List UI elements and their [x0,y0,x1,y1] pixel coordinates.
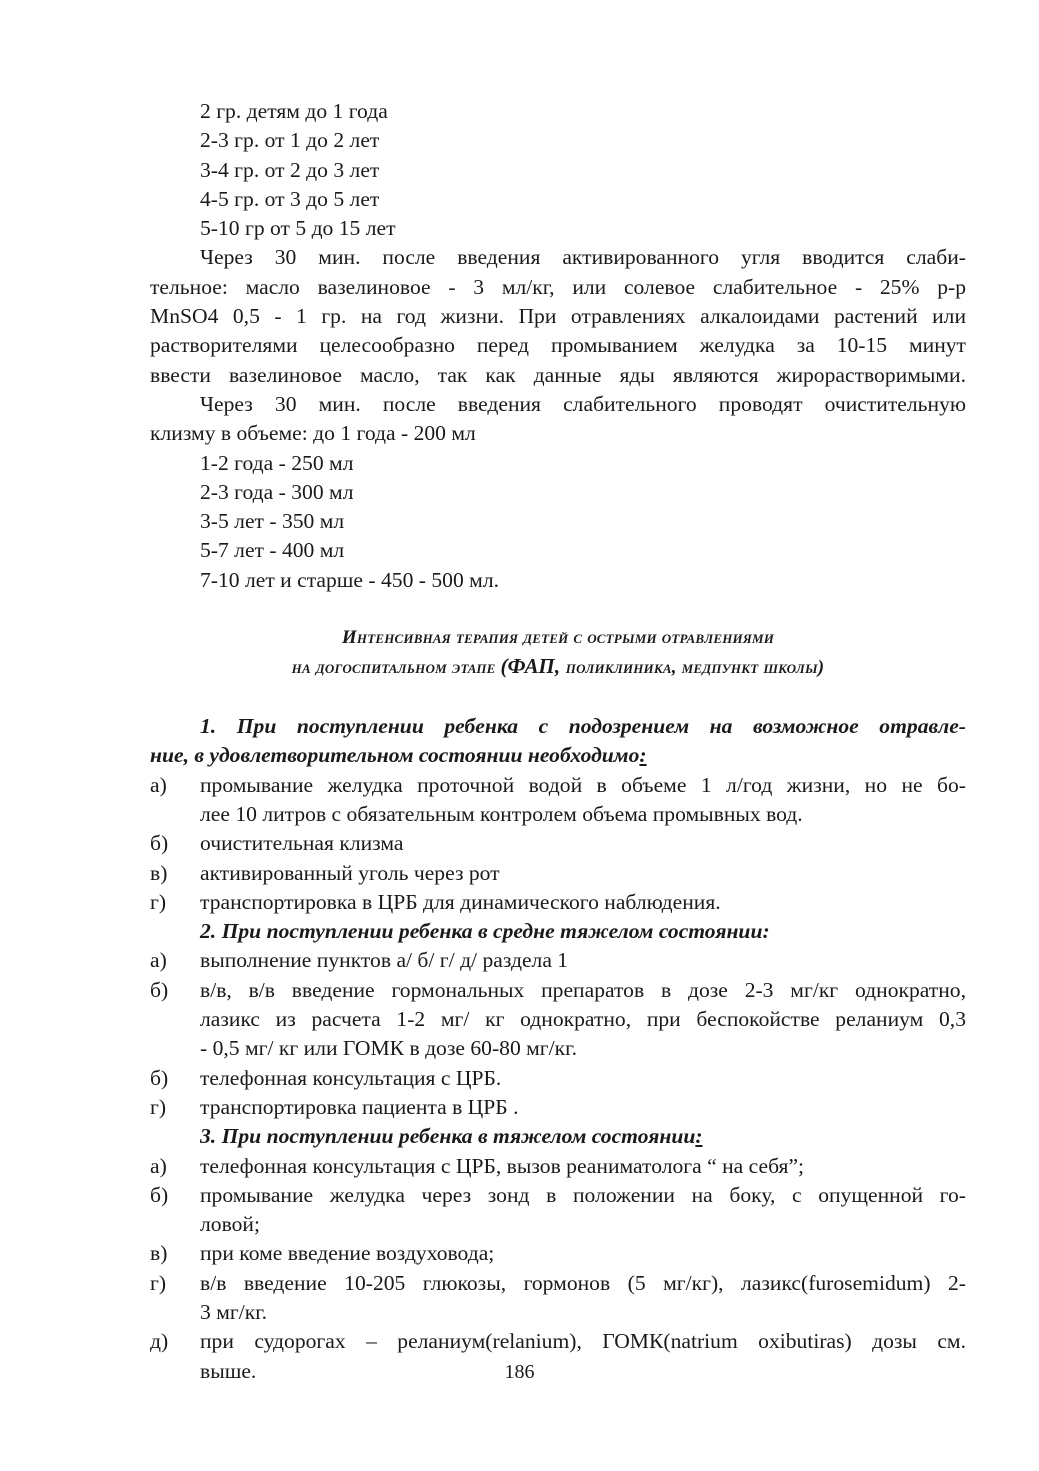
list-line: в/в, в/в введение гормональных препаратов в дозе 2-3 мг/кг однократно, [200,977,966,1002]
list-marker: г) [150,1094,167,1119]
paragraph-line: ввести вазелиновое масло, так как данные яды являются жирорастворимыми. [150,362,966,387]
list-item [150,888,966,917]
heading-text: 3. При поступлении ребенка в тяжелом состоянии [200,1124,696,1149]
list-marker: в) [150,860,168,885]
list-text [200,1269,966,1328]
list-line: активированный уголь через рот [200,860,500,885]
paragraph-line: Через 30 мин. после введения активированного угля вводится слаби- [200,245,966,270]
dosage-list [150,97,966,243]
list-item [150,771,966,830]
paragraph-line: Через 30 мин. после введения слабительного проводят очистительную [200,391,966,416]
list-line: при коме введение воздуховода; [200,1241,495,1266]
list-line: лазикс из расчета 1-2 мг/ кг однократно, при беспокойстве реланиум 0,3 [200,1007,966,1032]
list-item [150,1064,966,1093]
list-text [200,976,966,1064]
dosage-line: 3-4 гр. от 2 до 3 лет [200,157,380,182]
paragraph-line: клизму в объеме: до 1 года - 200 мл [150,421,476,446]
dosage-line: 2-3 гр. от 1 до 2 лет [200,128,380,153]
list-marker: б) [150,1065,169,1090]
title-part: поликлиника, медпункт школы) [565,657,825,679]
list-line: лее 10 литров с обязательным контролем объема промывных вод. [200,801,803,826]
enema-line: 3-5 лет - 350 мл [200,509,345,534]
list-marker: в) [150,1241,168,1266]
list-text [200,1181,966,1240]
list-line: при судорогах – реланиум(relanium), ГОМК(natrium oxibutiras) дозы см. [200,1329,966,1354]
section-2 [150,917,966,1122]
list-line: телефонная консультация с ЦРБ, вызов реаниматолога “ на себя”; [200,1153,805,1178]
section-title-line2 [150,652,966,682]
heading-colon: : [695,1124,703,1149]
list-item [150,1093,966,1122]
list-line: 3 мг/кг. [200,1299,268,1324]
list-item [150,976,966,1064]
list-marker: д) [150,1329,169,1354]
title-part: на догоспитальном этапе [291,657,501,679]
dosage-line: 5-10 гр от 5 до 15 лет [200,216,396,241]
list-line: выполнение пунктов а/ б/ г/ д/ раздела 1 [200,948,569,973]
list-line: выше. [200,1358,257,1383]
list-marker: а) [150,1153,167,1178]
section-title-line1: Интенсивная терапия детей с острыми отравлениями [341,627,775,649]
laxative-paragraph [150,243,966,389]
paragraph-line: тельное: масло вазелиновое - 3 мл/кг, или солевое слабительное - 25% р-р [150,274,966,299]
enema-line: 5-7 лет - 400 мл [200,538,345,563]
dosage-line: 2 гр. детям до 1 года [200,99,388,123]
section-1 [150,712,966,917]
list-marker: б) [150,831,169,856]
document-page [150,97,966,1386]
enema-line: 1-2 года - 250 мл [200,450,354,475]
section-3-heading [150,1122,966,1151]
paragraph-line: растворителями целесообразно перед промыванием желудка за 10-15 минут [150,333,966,358]
enema-line: 7-10 лет и старше - 450 - 500 мл. [200,567,500,592]
section-2-heading: 2. При поступлении ребенка в средне тяжелом состоянии: [200,919,770,944]
list-line: в/в введение 10-205 глюкозы, гормонов (5 мг/кг), лазикс(furosemidum) 2- [200,1270,966,1295]
enema-volume-list [150,449,966,595]
title-part: (ФАП, [500,654,566,679]
list-line: промывание желудка проточной водой в объеме 1 л/год жизни, но не бо- [200,772,966,797]
list-line: - 0,5 мг/ кг или ГОМК в дозе 60-80 мг/кг. [200,1036,577,1061]
list-line: транспортировка пациента в ЦРБ . [200,1094,519,1119]
list-marker: б) [150,1182,169,1207]
list-item [150,1152,966,1181]
list-line: ловой; [200,1212,260,1237]
dosage-line: 4-5 гр. от 3 до 5 лет [200,186,380,211]
list-item [150,829,966,858]
paragraph-line: MnSO4 0,5 - 1 гр. на год жизни. При отравлениях алкалоидами растений или [150,304,966,329]
list-marker: г) [150,1270,167,1295]
section-3 [150,1122,966,1386]
list-item [150,1269,966,1328]
list-marker: а) [150,772,167,797]
list-line: транспортировка в ЦРБ для динамического наблюдения. [200,889,721,914]
list-line: очистительная клизма [200,831,404,856]
list-marker: г) [150,889,167,914]
section-title [150,623,966,682]
list-item [150,1239,966,1268]
list-item [150,859,966,888]
page-number: 186 [504,1361,535,1383]
heading-text: ние, в удовлетворительном состоянии необходимо [150,743,640,768]
section-1-heading: 1. При поступлении ребенка с подозрением на возможное отравле- [200,714,966,739]
list-item [150,946,966,975]
list-marker: а) [150,948,167,973]
list-line: телефонная консультация с ЦРБ. [200,1065,502,1090]
heading-colon: : [639,743,647,768]
list-item [150,1181,966,1240]
list-marker: б) [150,977,169,1002]
list-line: промывание желудка через зонд в положении на боку, с опущенной го- [200,1182,966,1207]
section-1-heading-cont [150,741,966,770]
list-text [200,771,966,830]
enema-paragraph [150,390,966,449]
enema-line: 2-3 года - 300 мл [200,479,354,504]
